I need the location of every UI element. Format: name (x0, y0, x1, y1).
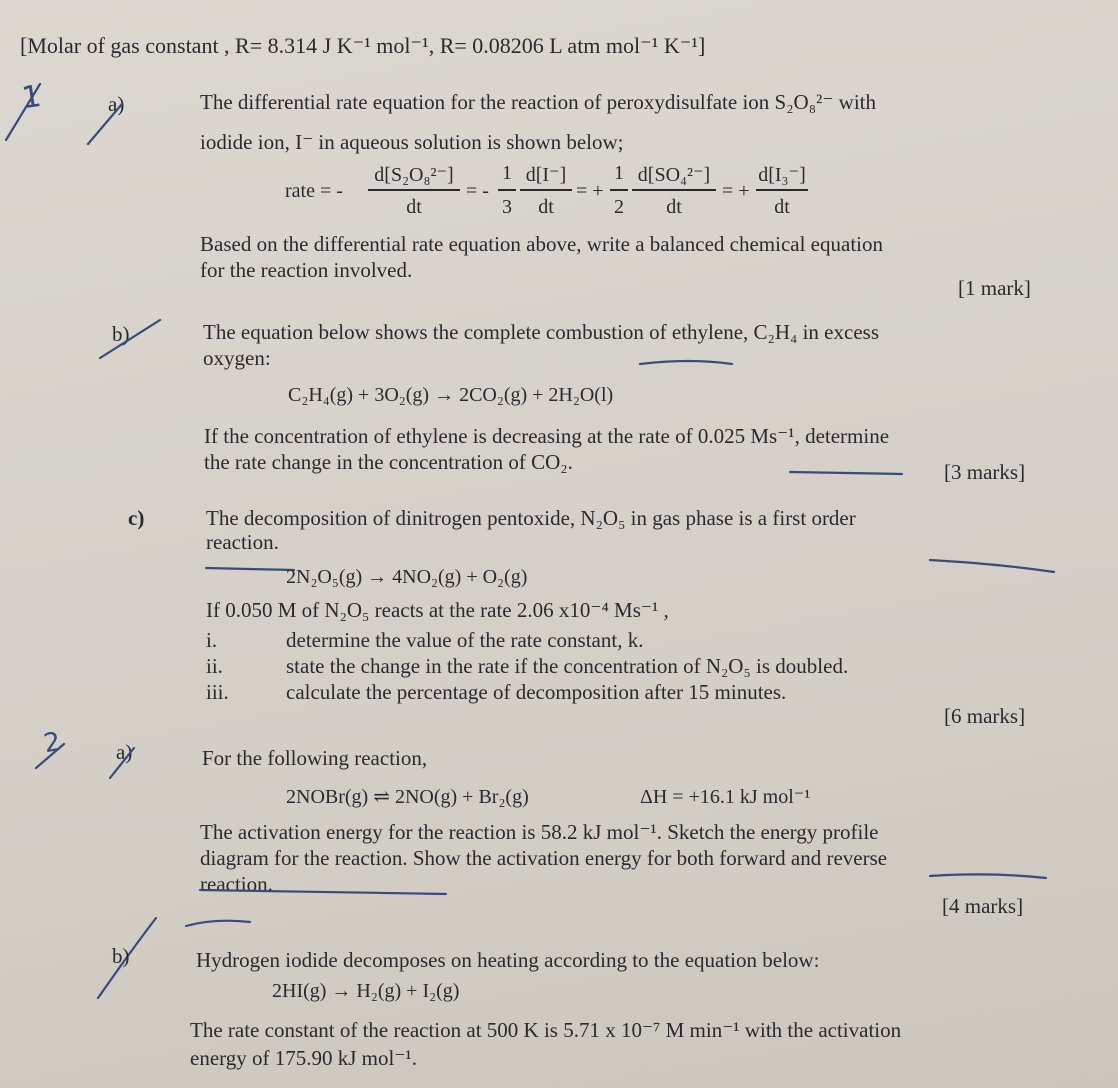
term1-denominator: dt (406, 196, 422, 218)
q1b-text-line1: The equation below shows the complete combustion of ethylene, C₂H₄ in excess (203, 320, 879, 344)
q1c-item-ii-text: state the change in the rate if the concentration of N₂O₅ is doubled. (286, 654, 849, 678)
enthalpy-change: ΔH = +16.1 kJ mol⁻¹ (640, 786, 811, 808)
q2a-text-line2: The activation energy for the reaction is 58.2 kJ mol⁻¹. Sketch the energy profile (200, 820, 879, 844)
equals-sign-1: = - (466, 180, 489, 202)
q1c-marks: [6 marks] (944, 704, 1026, 728)
q1a-text-line1: The differential rate equation for the reaction of peroxydisulfate ion S₂O₈²⁻ with (200, 90, 876, 114)
q2a-text-line1: For the following reaction, (202, 746, 428, 770)
term2-denominator: dt (538, 196, 554, 218)
term4-fraction-bar (756, 189, 808, 191)
q2a-marks: [4 marks] (942, 894, 1024, 918)
pen-long-stroke-icon (0, 0, 1, 18)
q1c-text-line2: reaction. (206, 530, 279, 554)
term2-coef-num: 1 (502, 162, 512, 184)
term4-denominator: dt (774, 196, 790, 218)
n2o5-decomposition-equation: 2N₂O₅(g) → 4NO₂(g) + O₂(g) (286, 566, 528, 588)
q1a-text-line4: for the reaction involved. (200, 258, 413, 282)
q1a-text-line3: Based on the differential rate equation above, write a balanced chemical equation (200, 232, 883, 256)
q1c-item-iii-text: calculate the percentage of decomposition after 15 minutes. (286, 680, 787, 704)
part-1c-letter: c) (128, 506, 145, 530)
q2b-text-line2: The rate constant of the reaction at 500 K is 5.71 x 10⁻⁷ M min⁻¹ with the activation (190, 1018, 902, 1042)
q1c-text-line3: If 0.050 M of N₂O₅ reacts at the rate 2.06 x10⁻⁴ Ms⁻¹ , (206, 598, 669, 622)
term4-numerator: d[I₃⁻] (758, 164, 806, 186)
question-2-number: 2 (41, 726, 64, 760)
q1c-item-i-num: i. (206, 628, 218, 652)
term3-coef-num: 1 (614, 162, 624, 184)
term3-coef-bar (610, 189, 628, 191)
term1-fraction-bar (368, 189, 460, 191)
part-1b-letter: b) (112, 322, 130, 346)
term3-coef-den: 2 (614, 196, 624, 218)
part-2b-letter: b) (112, 944, 130, 968)
q1a-marks: [1 mark] (958, 276, 1031, 300)
q2b-text-line1: Hydrogen iodide decomposes on heating according to the equation below: (196, 948, 820, 972)
equals-sign-3: = + (722, 180, 750, 202)
term1-numerator: d[S₂O₈²⁻] (374, 164, 454, 186)
gas-constant-header: [Molar of gas constant , R= 8.314 J K⁻¹ mol⁻¹, R= 0.08206 L atm mol⁻¹ K⁻¹] (20, 33, 706, 58)
q1c-item-iii-num: iii. (206, 680, 229, 704)
nobr-equilibrium-equation: 2NOBr(g) ⇌ 2NO(g) + Br₂(g) (286, 786, 529, 808)
q1a-text-line2: iodide ion, I⁻ in aqueous solution is shown below; (200, 130, 624, 154)
term2-fraction-bar (520, 189, 572, 191)
part-2a-letter: a) (116, 740, 133, 764)
q1b-marks: [3 marks] (944, 460, 1026, 484)
q2a-text-line4: reaction. (200, 872, 273, 896)
q2b-text-line3: energy of 175.90 kJ mol⁻¹. (190, 1046, 417, 1070)
q1c-text-line1: The decomposition of dinitrogen pentoxide, N₂O₅ in gas phase is a first order (206, 506, 856, 530)
term3-numerator: d[SO₄²⁻] (637, 164, 711, 186)
term2-numerator: d[I⁻] (525, 164, 567, 186)
q2a-text-line3: diagram for the reaction. Show the activation energy for both forward and reverse (200, 846, 888, 870)
ethylene-combustion-equation: C₂H₄(g) + 3O₂(g) → 2CO₂(g) + 2H₂O(l) (288, 384, 614, 406)
q1b-text-line4: the rate change in the concentration of CO₂. (204, 450, 573, 474)
question-1-number: 1 (19, 78, 44, 117)
term2-coef-bar (498, 189, 516, 191)
hi-decomposition-equation: 2HI(g) → H₂(g) + I₂(g) (272, 980, 460, 1002)
equals-sign-2: = + (576, 180, 604, 202)
q1b-text-line3: If the concentration of ethylene is decreasing at the rate of 0.025 Ms⁻¹, determine (204, 424, 890, 448)
term2-coef-den: 3 (502, 196, 512, 218)
term3-fraction-bar (632, 189, 716, 191)
q1c-item-i-text: determine the value of the rate constant, k. (286, 628, 644, 652)
term3-denominator: dt (666, 196, 682, 218)
q1b-text-line2: oxygen: (203, 346, 271, 370)
q1c-item-ii-num: ii. (206, 654, 223, 678)
rate-label: rate = - (285, 180, 343, 202)
part-1a-letter: a) (108, 92, 125, 116)
